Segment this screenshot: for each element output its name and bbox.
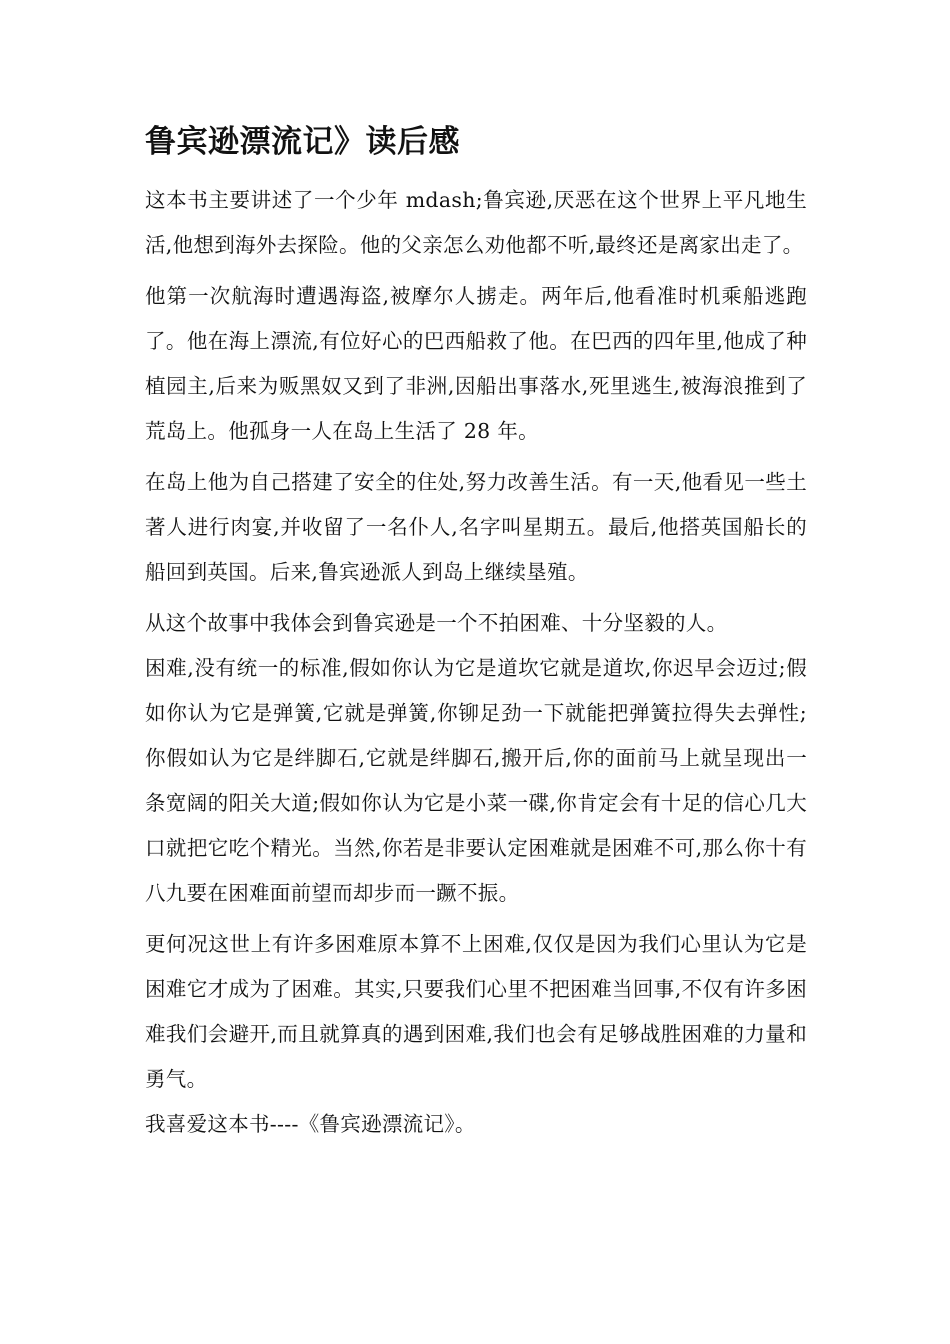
document-title: 鲁宾逊漂流记》读后感 [145,124,460,160]
paragraph-lesson: 从这个故事中我体会到鲁宾逊是一个不拍困难、十分坚毅的人。 [145,611,728,635]
paragraph-intro: 这本书主要讲述了一个少年 mdash;鲁宾逊,厌恶在这个世界上平凡地生活,他想到海外去探险。他的父亲怎么劝他都不听,最终还是离家出走了。 [145,188,807,257]
document-body [145,116,807,1153]
paragraph-conclusion: 我喜爱这本书----《鲁宾逊漂流记》。 [145,1112,476,1136]
paragraph-difficulty: 困难,没有统一的标准,假如你认为它是道坎它就是道坎,你迟早会迈过;假如你认为它是弹簧,它就是弹簧,你铆足劲一下就能把弹簧拉得失去弹性;你假如认为它是绊脚石,它就是绊脚石,搬开后,你的面前马上就呈现出一条宽阔的阳关大道;假如你认为它是小菜一碟,你肯定会有十足的信心几大口就把它吃个精光。当然,你若是非要认定困难就是困难不可,那么你十有八九要在困难面前望而却步而一蹶不振。 [145,656,807,905]
paragraph-voyage: 他第一次航海时遭遇海盗,被摩尔人掳走。两年后,他看准时机乘船逃跑了。他在海上漂流,有位好心的巴西船救了他。在巴西的四年里,他成了种植园主,后来为贩黑奴又到了非洲,因船出事落水,死里逃生,被海浪推到了荒岛上。他孤身一人在岛上生活了 28 年。 [145,284,807,443]
paragraph-reflection: 更何况这世上有许多困难原本算不上困难,仅仅是因为我们心里认为它是困难它才成为了困难。其实,只要我们心里不把困难当回事,不仅有许多困难我们会避开,而且就算真的遇到困难,我们也会有足够战胜困难的力量和勇气。 [145,932,807,1091]
paragraph-island: 在岛上他为自己搭建了安全的住处,努力改善生活。有一天,他看见一些土著人进行肉宴,并收留了一名仆人,名字叫星期五。最后,他搭英国船长的船回到英国。后来,鲁宾逊派人到岛上继续垦殖。 [145,470,807,584]
